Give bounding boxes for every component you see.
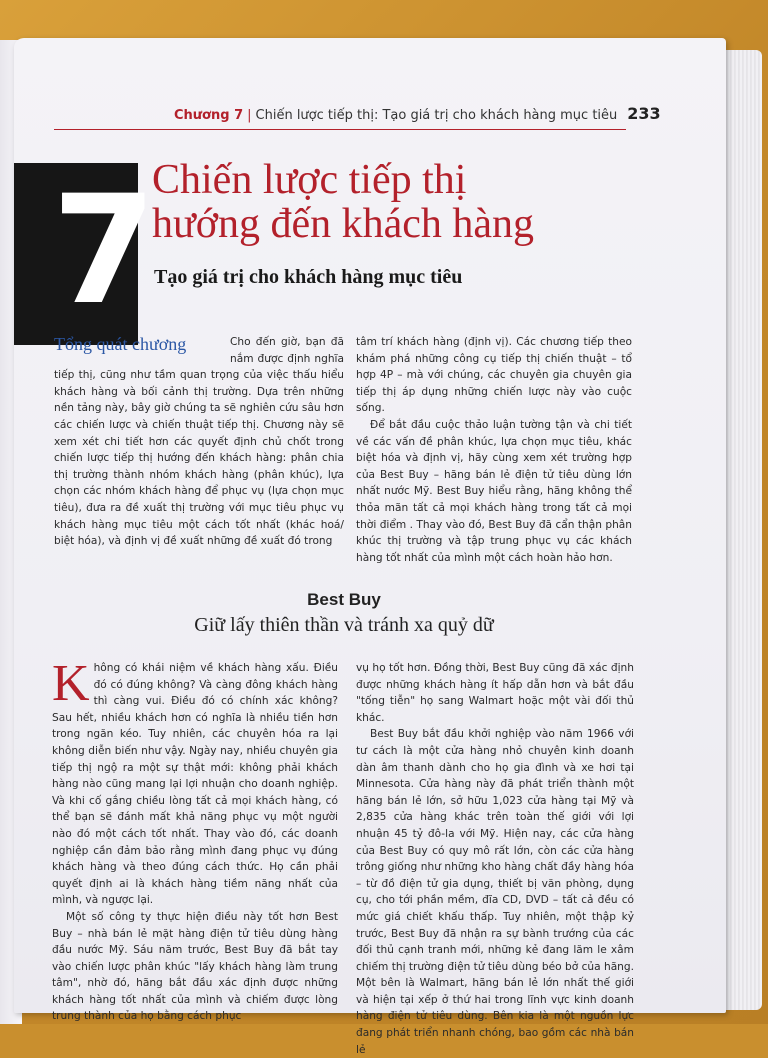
running-head [174,104,661,128]
case-right-column [356,660,634,1058]
case-left-paragraph-1 [52,655,338,909]
running-head-separator: | [247,108,252,123]
overview-lead-text: Cho đến giờ, bạn đã nắm được [230,336,344,365]
chapter-subtitle: Tạo giá trị cho khách hàng mục tiêu [154,266,463,288]
running-head-chapter: Chương 7 [174,108,244,123]
chapter-title-line2: hướng đến khách hàng [152,201,535,247]
page-number: 233 [627,104,661,123]
case-left-p1-text: hông có khái niệm về khách hàng xấu. Điều đó có đúng không? Và càng đông khách hàng thì càng vui. Điều đó có chính xác không? Sau hết, nhiều khách hơn có nghĩa là nhiều tiền hơn trong ngăn kéo. Tuy nhiên, các chuyên hóa ra lại không diễn biến như vậy. Ngày nay, nhiều chuyên gia tiếp thị ngộ ra một sự thật mới: không phải khách hàng nào cũng mang lại lợi nhuận cho doanh nghiệp. Và khi cố gắng chiều lòng tất cả mọi khách hàng, có thể bạn sẽ đánh mất khả năng phục vụ một người nào đó một cách tốt nhất. Thay vào đó, các doanh nghiệp cần đảm bảo rằng mình đang phục vụ đúng khách hàng và theo đúng cách thức. Họ cần phải quyết định ai là khách hàng tiềm năng nhất của mình, và ngược lại. [52,662,338,907]
intro-paragraph-2: Để bắt đầu cuộc thảo luận tường tận và chi tiết về các vấn đề phân khúc, lựa chọn mục tiêu, khác biệt hóa và định vị, hãy cùng xem xét trường hợp của Best Buy – hãng bán lẻ điện tử tiêu dùng lớn nhất nước Mỹ. Best Buy hiểu rằng, hãng không thể thỏa mãn tất cả mọi khách hàng trong tất cả mọi thời điểm . Thay vào đó, Best Buy đã cẩn thận phân khúc thị trường và tập trung phục vụ các khách hàng tốt nhất của mình một cách hoàn hảo hơn. [356,418,632,564]
overview-heading: Tổng quát chương [54,334,187,354]
intro-paragraph-1: tâm trí khách hàng (định vị). Các chương tiếp theo khám phá những công cụ tiếp thị chiến thuật – tổ hợp 4P – mà với chúng, các chuyên gia chuyên gia tiếp thị áp dụng những chiến lược này vào cuộc sống. [356,336,632,415]
drop-cap: K [52,655,90,712]
case-title: Best Buy [307,590,381,609]
book-page [14,38,726,1056]
chapter-number: 7 [52,164,157,338]
case-right-paragraph-1: vụ họ tốt hơn. Đồng thời, Best Buy cũng đã xác định được những khách hàng ít hấp dẫn hơn và bắt đầu "tống tiễn" họ sang Walmart hoặc một vài đối thủ khác. [356,662,634,724]
overview-text: định nghĩa tiếp thị, cũng như tầm quan trọng của việc thấu hiểu khách hàng và bối cảnh thị trường. Dựa trên những nền tảng này, bây giờ chúng ta sẽ nghiên cứu sâu hơn các chiến lược và chiến thuật tiếp thị. Chương này sẽ xem xét chi tiết hơn các quyết định chủ chốt trong chiến lược tiếp thị hướng đến khách hàng: phân chia thị trường thành nhóm khách hàng (phân khúc), lựa chọn các nhóm khách hàng để phục vụ (lựa chọn mục tiêu), đưa ra đề xuất thị trường với mục tiêu phục vụ khách hàng mục tiêu một cách tốt nhất (khác hoá/ biệt hóa), và định vị đề xuất những đề xuất đó trong [54,352,344,548]
case-subtitle: Giữ lấy thiên thần và tránh xa quỷ dữ [194,614,494,636]
header-rule [54,129,626,130]
case-right-paragraph-2: Best Buy bắt đầu khởi nghiệp vào năm 1966 với tư cách là một cửa hàng nhỏ chuyên kinh doanh dàn âm thanh dành cho họ gia đình và xe hơi tại Minnesota. Cửa hàng này đã phát triển thành một hãng bán lẻ lớn, sở hữu 1,023 cửa hàng tại Mỹ và 2,835 cửa hàng khác trên toàn thế giới với lợi nhuận 45 tỷ đô-la với Mỹ. Hiện nay, các cửa hàng của Best Buy có quy mô rất lớn, còn các cửa hàng trông giống như những kho hàng chất đầy hàng hóa – từ đồ điện tử gia dụng, thiết bị văn phòng, dụng cụ, cho tới phần mềm, đĩa CD, DVD – tất cả đều có mức giá chiết khấu thấp. Tuy nhiên, một thập kỷ trước, Best Buy đã nhận ra sự bành trướng của các đối thủ cạnh tranh mới, những kẻ đang lăm le xâm chiếm thị trường điện tử tiêu dùng béo bở của hãng. Một bên là Walmart, hãng bán lẻ lớn nhất thế giới và hiện tại xếp ở thứ hai trong lĩnh vực kinh doanh hàng điện tử tiêu dùng. Bên kia là một nguồn lực đang phát triển nhanh chóng, bao gồm các nhà bán lẻ [356,728,634,1056]
intro-right-column [356,334,632,566]
running-head-title: Chiến lược tiếp thị: Tạo giá trị cho khách hàng mục tiêu [255,108,618,123]
case-left-paragraph-2: Một số công ty thực hiện điều này tốt hơn Best Buy – nhà bán lẻ mặt hàng điện tử tiêu dùng hàng đầu nước Mỹ. Sáu năm trước, Best Buy đã bắt tay vào chiến lược phân khúc "lấy khách hàng làm trung tâm", nhờ đó, hãng bắt đầu xác định được những khách hàng tốt nhất của mình và chiếm được lòng trung thành của họ bằng cách phục [52,910,338,1023]
overview-column [54,334,344,550]
overview-lead [54,334,344,550]
case-left-column [52,655,338,1025]
chapter-title-line1: Chiến lược tiếp thị [152,157,467,203]
chapter-title [152,158,632,246]
